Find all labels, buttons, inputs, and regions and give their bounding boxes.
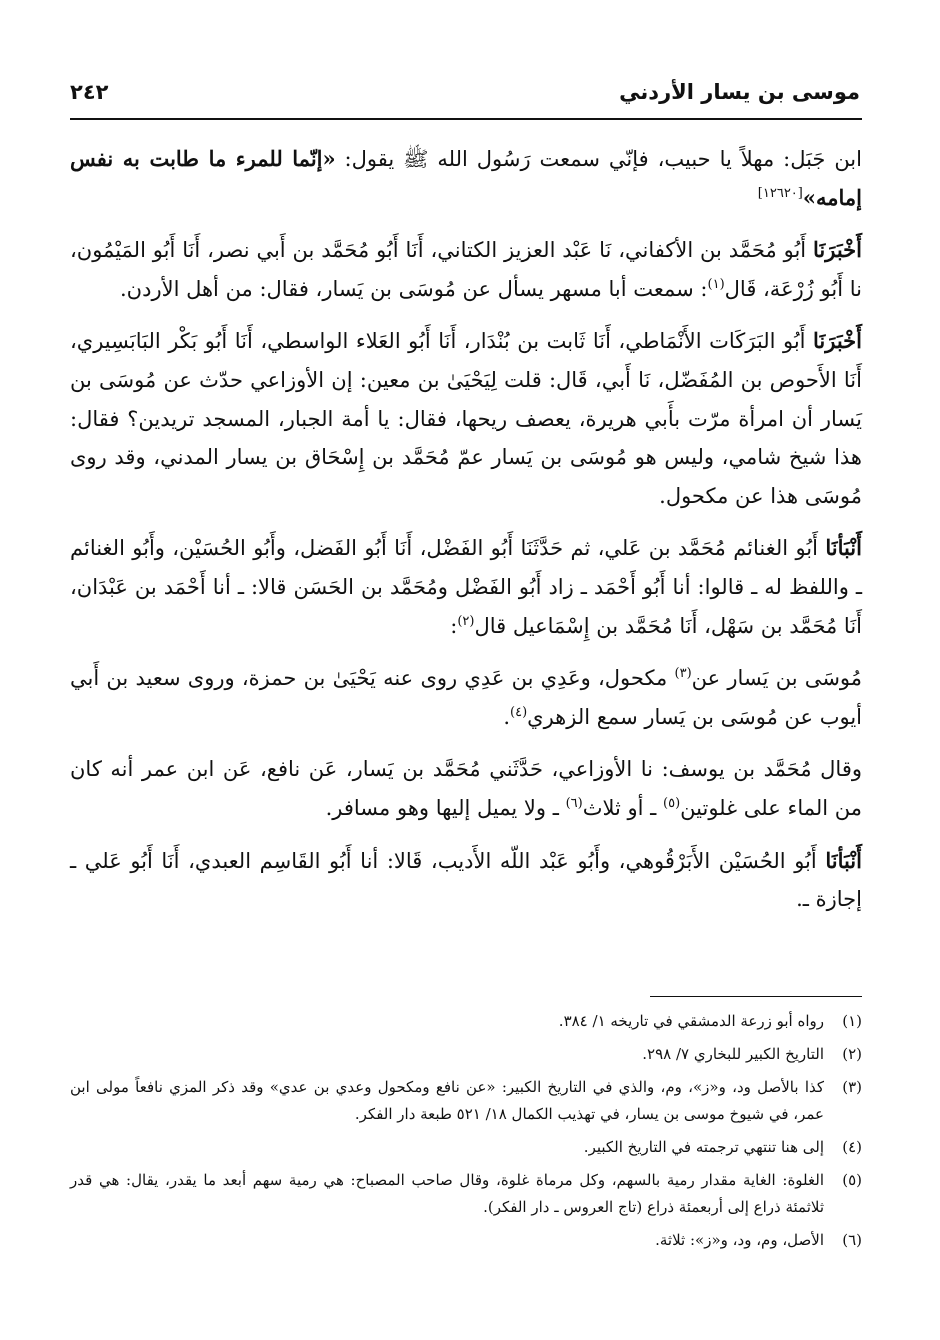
footnote <box>70 1041 862 1068</box>
running-title: موسى بن يسار الأردني <box>619 80 860 104</box>
footnote-text: كذا بالأصل ود، و«ز»، وم، والذي في التاريخ الكبير: «عن نافع ومكحول وعدي بن عدي» وقد ذكر المزي نافعاً مولى ابن عمر، في شيوخ موسى بن يسار، في تهذيب الكمال ١٨/ ٥٢١ طبعة دار الفكر. <box>70 1078 824 1123</box>
footnote-marker: (١) <box>707 276 725 292</box>
footnotes <box>70 1008 862 1260</box>
paragraph-text: أَبُو الحُسَيْن الأَبَرْقُوهي، وأَبُو عَبْد اللّه الأَديب، قَالا: أنا أَبُو القَاسِم العبدي، أَنَا أَبُو عَلي ـ إجازة ـ. <box>70 848 862 912</box>
page-header <box>70 72 860 112</box>
isnad-keyword: أَنْبَأنَا <box>825 535 862 561</box>
hadith-ref: [١٢٦٢٠] <box>757 185 803 201</box>
footnote-text: الأصل، وم، ود، و«ز»: ثلاثة. <box>655 1231 824 1249</box>
footnote <box>70 1074 862 1128</box>
paragraph-text: أَبُو الغنائم مُحَمَّد بن عَلي، ثم حَدَّثَنَا أَبُو الفَضْل، أَنَا أَبُو الفَضل، وأَبُو الحُسَيْن، وأَبُو الغنائم ـ واللفظ له ـ قالوا: أنا أَبُو أَحْمَد ـ زاد أَبُو الفَضْل ومُحَمَّد بن الحَسَن قالا: ـ أنا أَحْمَد بن عَبْدَان، أَنَا مُحَمَّد بن سَهْل، أَنَا مُحَمَّد بن إِسْمَاعيل قال <box>70 536 862 638</box>
paragraph <box>70 529 862 645</box>
header-rule <box>70 118 862 120</box>
isnad-keyword: أَخْبَرَنَا <box>813 328 862 354</box>
paragraph <box>70 842 862 919</box>
footnote-text: رواه أبو زرعة الدمشقي في تاريخه ١/ ٣٨٤. <box>558 1012 824 1030</box>
footnote-separator <box>650 996 862 997</box>
paragraph <box>70 140 862 217</box>
paragraph-text: ابن جَبَل: مهلاً يا حبيب، فإنّي سمعت رَسُول الله ﷺ يقول: <box>335 147 862 171</box>
main-text <box>70 140 862 933</box>
paragraph-text: ـ ولا يميل إليها وهو مسافر. <box>325 795 566 820</box>
paragraph <box>70 231 862 308</box>
footnote <box>70 1134 862 1161</box>
page-number: ٢٤٢ <box>70 80 109 104</box>
paragraph-text: مُوسَى بن يَسار عن <box>691 666 863 691</box>
footnote <box>70 1008 862 1035</box>
hadith-quote: «إنّما للمرء ما طابت به نفس إمامه» <box>70 146 862 210</box>
footnote-marker: (٢) <box>457 613 475 629</box>
footnote-number: (٥) <box>842 1171 862 1189</box>
footnote-marker: (٣) <box>674 666 692 682</box>
paragraph <box>70 750 862 827</box>
paragraph-text: ـ أو ثلاث <box>582 795 664 820</box>
paragraph <box>70 322 862 515</box>
paragraph-text: : سمعت أبا مسهر يسأل عن مُوسَى بن يَسار، فقال: من أهل الأردن. <box>120 276 708 301</box>
footnote-marker: (٤) <box>510 704 528 720</box>
paragraph-text: : <box>450 613 458 638</box>
footnote-text: إلى هنا تنتهي ترجمته في التاريخ الكبير. <box>583 1138 824 1156</box>
footnote-number: (٣) <box>842 1078 862 1096</box>
paragraph-text: أَبُو البَرَكَات الأَنْمَاطي، أَنَا ثَابت بن بُنْدَار، أَنَا أَبُو العَلاء الواسطي، أَنَا أَبُو بَكْر البَابَسِيري، أَنَا الأَحوص بن المُفَضّل، نَا أَبي، قَال: قلت لِيَحْيَىٰ بن معين: إن الأوزاعي حدّث عن مُوسَى بن يَسار أن امرأة مرّت بأَبي هريرة، يعصف ريحها، فقال: يا أمة الجبار، المسجد تريدين؟ فقال: هذا شيخ شامي، وليس هو مُوسَى بن يَسار عمّ مُحَمَّد بن إِسْحَاق بن يسار المدني، وقد روى مُوسَى هذا عن مكحول. <box>70 329 862 508</box>
footnote-number: (٦) <box>842 1231 862 1249</box>
footnote <box>70 1227 862 1254</box>
paragraph-text: وقال مُحَمَّد بن يوسف: نا الأوزاعي، حَدَّثَني مُحَمَّد بن يَسار، عَن نافع، عَن ابن عمر أنه كان من الماء على غلوتين <box>70 757 862 820</box>
isnad-keyword: أَنْبَأنَا <box>825 847 862 873</box>
footnote-number: (٢) <box>842 1045 862 1063</box>
footnote-number: (١) <box>842 1012 862 1030</box>
footnote-number: (٤) <box>842 1138 862 1156</box>
footnote-text: التاريخ الكبير للبخاري ٧/ ٢٩٨. <box>642 1045 824 1063</box>
isnad-keyword: أَخْبَرَنَا <box>813 237 862 263</box>
paragraph-text: مكحول، وعَدِي بن عَدِي روى عنه يَحْيَىٰ بن حمزة، وروى سعيد بن أَبي أيوب عن مُوسَى بن يَسار سمع الزهري <box>70 666 862 729</box>
paragraph <box>70 659 862 736</box>
footnote-marker: (٦) <box>565 795 583 811</box>
footnote <box>70 1167 862 1221</box>
paragraph-text: أَبُو مُحَمَّد بن الأكفاني، نَا عَبْد العزيز الكتاني، أَنَا أَبُو مُحَمَّد بن أَبي نصر، أَنَا أَبُو المَيْمُون، نا أَبُو زُرْعَة، قَال <box>70 238 862 301</box>
footnote-marker: (٥) <box>663 795 681 811</box>
footnote-text: الغلوة: الغاية مقدار رمية بالسهم، وكل مرماة غلوة، وقال صاحب المصباح: هي رمية سهم أبعد ما يقدر، يقال: هي قدر ثلاثمئة ذراع إلى أربعمئة ذراع (تاج العروس ـ دار الفكر). <box>70 1171 824 1216</box>
paragraph-text: . <box>503 704 511 729</box>
